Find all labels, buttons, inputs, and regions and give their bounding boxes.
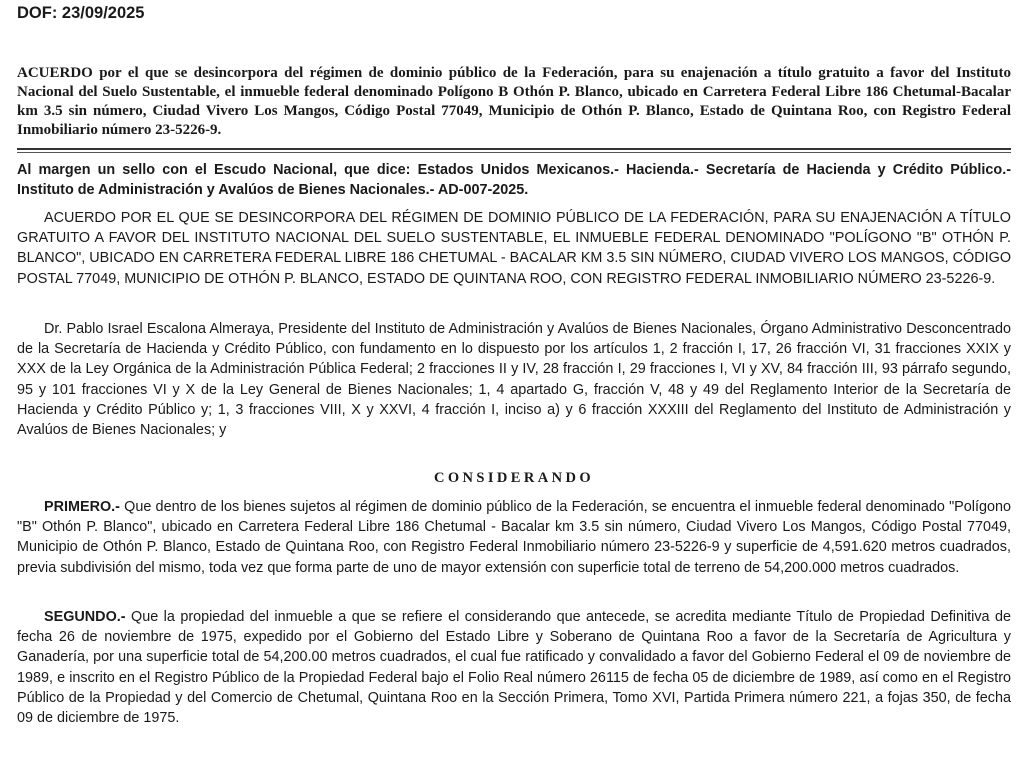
title-divider-thick	[17, 148, 1011, 150]
considerando-heading: CONSIDERANDO	[433, 470, 595, 486]
acuerdo-caps-paragraph: ACUERDO POR EL QUE SE DESINCORPORA DEL RÉGIMEN DE DOMINIO PÚBLICO DE LA FEDERACIÓN, PARA SU ENAJENACIÓN A TÍTULO GRATUITO A FAVOR DEL INSTITUTO NACIONAL DEL SUELO SUSTENTABLE, EL INMUEBLE FEDERAL DENOMINADO "POLÍGONO "B" OTHÓN P. BLANCO", UBICADO EN CARRETERA FEDERAL LIBRE 186 CHETUMAL - BACALAR KM 3.5 SIN NÚMERO, CIUDAD VIVERO LOS MANGOS, CÓDIGO POSTAL 77049, MUNICIPIO DE OTHÓN P. BLANCO, ESTADO DE QUINTANA ROO, CON REGISTRO FEDERAL INMOBILIARIO NÚMERO 23-5226-9.	[17, 210, 1012, 287]
title-divider-thin	[17, 152, 1011, 153]
segundo-lead: SEGUNDO.-	[44, 609, 126, 625]
segundo-paragraph	[17, 607, 1011, 728]
publication-date: DOF: 23/09/2025	[17, 4, 145, 22]
segundo-text: Que la propiedad del inmueble a que se refiere el considerando que antecede, se acredita mediante Título de Propiedad Definitiva de fecha 26 de noviembre de 1975, expedido por el Gobierno del Estado Libre y Soberano de Quintana Roo a favor de la Secretaría de Agricultura y Ganadería, por una superficie total de 54,200.00 metros cuadrados, el cual fue ratificado y convalidado a favor del Gobierno Federal el 09 de noviembre de 1989, e inscrito en el Registro Público de la Propiedad Federal bajo el Folio Real número 26115 de fecha 05 de diciembre de 1989, así como en el Registro Público de la Propiedad y del Comercio de Chetumal, Quintana Roo en la Sección Primera, Tomo XVI, Partida Primera número 221, a fojas 350, de fecha 09 de diciembre de 1975.	[17, 609, 1011, 727]
margin-seal-note: Al margen un sello con el Escudo Nacional, que dice: Estados Unidos Mexicanos.- Hacienda.- Secretaría de Hacienda y Crédito Público.- Instituto de Administración y Avalúos de Bienes Nacionales.- AD-007-2025.	[17, 162, 1011, 199]
intro-paragraph: Dr. Pablo Israel Escalona Almeraya, Presidente del Instituto de Administración y Avalúos de Bienes Nacionales, Órgano Administrativo Desconcentrado de la Secretaría de Hacienda y Crédito Público, con fundamento en lo dispuesto por los artículos 1, 2 fracción I, 17, 26 fracción VI, 31 fracciones XXIX y XXX de la Ley Orgánica de la Administración Pública Federal; 2 fracciones II y IV, 28 fracción I, 29 fracciones I, VI y XV, 84 fracción III, 93 párrafo segundo, 95 y 101 fracciones VI y X de la Ley General de Bienes Nacionales; 1, 4 apartado G, fracción V, 48 y 49 del Reglamento Interior de la Secretaría de Hacienda y Crédito Público y; 1, 3 fracciones VIII, X y XXVI, 4 fracción I, inciso a) y 6 fracción XXXIII del Reglamento del Instituto de Administración y Avalúos de Bienes Nacionales; y	[17, 321, 1011, 439]
primero-paragraph	[17, 497, 1011, 578]
acuerdo-title: ACUERDO por el que se desincorpora del régimen de dominio público de la Federación, para su enajenación a título gratuito a favor del Instituto Nacional del Suelo Sustentable, el inmueble federal denominado Polígono B Othón P. Blanco, ubicado en Carretera Federal Libre 186 Chetumal-Bacalar km 3.5 sin número, Ciudad Vivero Los Mangos, Código Postal 77049, Municipio de Othón P. Blanco, Estado de Quintana Roo, con Registro Federal Inmobiliario número 23-5226-9.	[17, 65, 1011, 138]
primero-text: Que dentro de los bienes sujetos al régimen de dominio público de la Federación, se encuentra el inmueble federal denominado "Polígono "B" Othón P. Blanco", ubicado en Carretera Federal Libre 186 Chetumal - Bacalar km 3.5 sin número, Ciudad Vivero Los Mangos, Código Postal 77049, Municipio de Othón P. Blanco, Estado de Quintana Roo, con Registro Federal Inmobiliario número 23-5226-9 y superficie de 4,591.620 metros cuadrados, previa subdivisión del mismo, toda vez que forma parte de uno de mayor extensión con superficie total de terreno de 54,200.000 metros cuadrados.	[17, 499, 1011, 576]
primero-lead: PRIMERO.-	[44, 499, 120, 515]
